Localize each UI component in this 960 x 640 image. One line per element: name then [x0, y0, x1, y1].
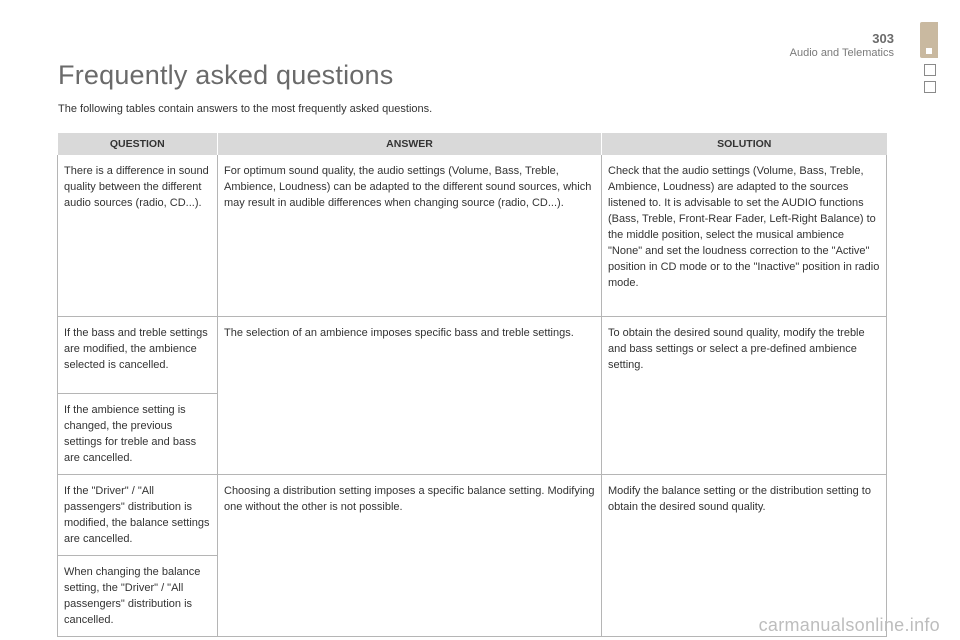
intro-text: The following tables contain answers to the most frequently asked questions. [58, 103, 433, 115]
answer-cell: Choosing a distribution setting imposes a specific balance setting. Modifying one without the other is not possible. [218, 475, 602, 637]
section-label: Audio and Telematics [789, 47, 894, 59]
question-cell: If the ambience setting is changed, the previous settings for treble and bass are cancelled. [58, 394, 218, 475]
question-cell: When changing the balance setting, the "Driver" / "All passengers" distribution is cancelled. [58, 556, 218, 637]
column-header-solution: SOLUTION [602, 133, 887, 155]
page-number: 303 [872, 31, 894, 46]
solution-cell: Modify the balance setting or the distribution setting to obtain the desired sound quality. [602, 475, 887, 637]
watermark: carmanualsonline.info [758, 615, 940, 635]
table-row [58, 317, 887, 394]
chapter-tab-strip [920, 0, 960, 640]
column-header-question: QUESTION [58, 133, 218, 155]
table-row [58, 475, 887, 556]
table-row [58, 155, 887, 317]
chapter-tab[interactable] [924, 81, 936, 93]
question-cell: If the "Driver" / "All passengers" distribution is modified, the balance settings are cancelled. [58, 475, 218, 556]
question-cell: If the bass and treble settings are modified, the ambience selected is cancelled. [58, 317, 218, 394]
answer-cell: For optimum sound quality, the audio settings (Volume, Bass, Treble, Ambience, Loudness) can be adapted to the different sound sources, which may result in audible differences when changing source (radio, CD...). [218, 155, 602, 317]
answer-cell: The selection of an ambience imposes specific bass and treble settings. [218, 317, 602, 475]
solution-cell: Check that the audio settings (Volume, Bass, Treble, Ambience, Loudness) are adapted to the sources listened to. It is advisable to set the AUDIO functions (Bass, Treble, Front-Rear Fader, Left-Right Balance) to the middle position, select the musical ambience "None" and set the loudness correction to the "Active" position in CD mode or to the "Inactive" position in radio mode. [602, 155, 887, 317]
chapter-tab[interactable] [924, 64, 936, 76]
chapter-tab-active[interactable] [920, 22, 938, 58]
page-title: Frequently asked questions [58, 60, 394, 90]
column-header-answer: ANSWER [218, 133, 602, 155]
table-header-row [58, 133, 887, 155]
faq-table [57, 133, 887, 637]
question-cell: There is a difference in sound quality between the different audio sources (radio, CD...). [58, 155, 218, 317]
solution-cell: To obtain the desired sound quality, modify the treble and bass settings or select a pre-defined ambience setting. [602, 317, 887, 475]
